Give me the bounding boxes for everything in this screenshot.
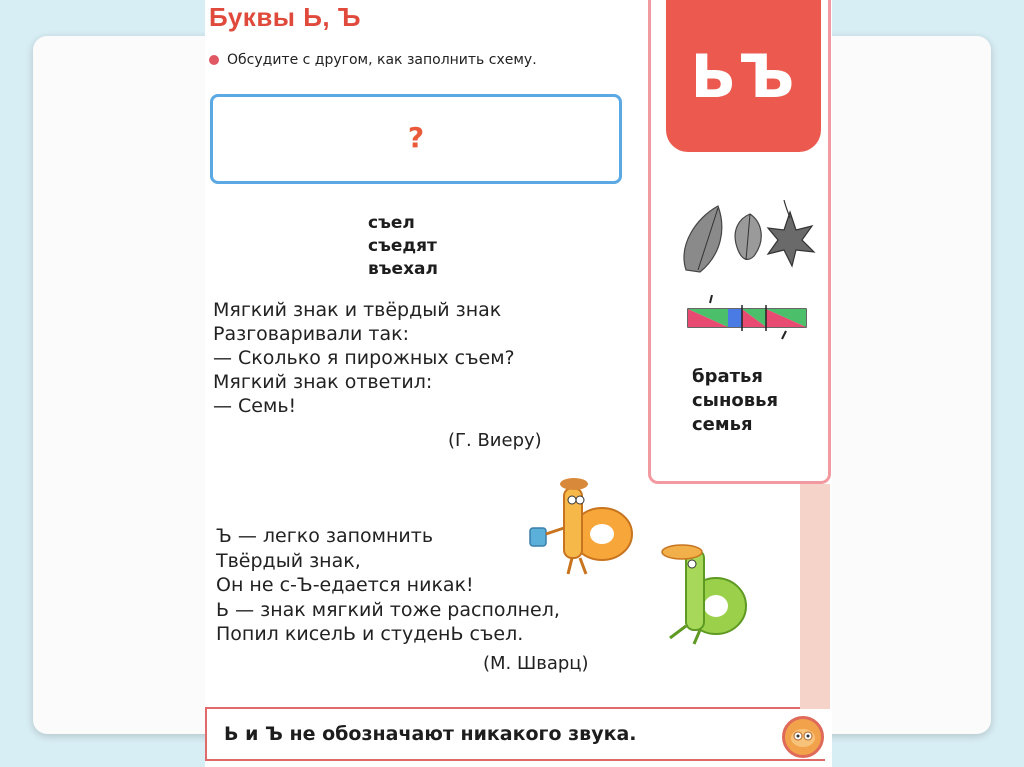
hard-sign-character-icon <box>528 470 640 578</box>
letters-block <box>666 0 821 152</box>
question-mark: ? <box>407 121 425 154</box>
word-item: съедят <box>368 236 437 256</box>
decorative-stripe <box>800 484 830 709</box>
poem-author: (М. Шварц) <box>483 653 589 674</box>
poem-line: Ъ — легко запомнить <box>216 525 434 547</box>
soft-sign-character-icon <box>660 540 755 645</box>
empty-scheme-box <box>210 94 622 184</box>
poem-line: Мягкий знак и твёрдый знак <box>213 299 502 321</box>
word-item: семья <box>692 414 753 435</box>
rule-box <box>205 707 825 761</box>
poem-line: — Семь! <box>213 395 297 417</box>
word-list-left <box>368 212 438 281</box>
poem-vieru <box>213 298 515 418</box>
poem-line: — Сколько я пирожных съем? <box>213 347 515 369</box>
word-item: братья <box>692 366 763 387</box>
leaves-icon <box>678 200 818 282</box>
poem-author: (Г. Виеру) <box>448 430 542 451</box>
task-text: Обсудите с другом, как заполнить схему. <box>227 52 537 68</box>
poem-line: Ь — знак мягкий тоже располнел, <box>216 598 560 621</box>
poem-line: Попил киселЬ и студенЬ съел. <box>216 623 524 645</box>
letters-heading: ЬЪ <box>690 42 797 112</box>
word-item: въехал <box>368 259 438 279</box>
poem-line: Мягкий знак ответил: <box>213 371 433 393</box>
word-list-right <box>692 365 778 437</box>
poem-line: Разговаривали так: <box>213 323 410 345</box>
poem-line: Он не с-Ъ-едается никак! <box>216 574 474 596</box>
word-item: съел <box>368 213 415 233</box>
rule-text: Ь и Ъ не обозначают никакого звука. <box>224 723 637 745</box>
page-title: Буквы Ь, Ъ <box>209 2 361 32</box>
task-instruction <box>209 52 537 68</box>
poem-line: Твёрдый знак, <box>216 549 361 572</box>
owl-badge-icon <box>782 716 824 758</box>
poem-shvarts <box>216 524 560 647</box>
word-scheme-diagram <box>686 295 811 343</box>
word-item: сыновья <box>692 390 779 411</box>
bullet-dot-icon <box>209 55 219 65</box>
textbook-page <box>205 0 832 767</box>
